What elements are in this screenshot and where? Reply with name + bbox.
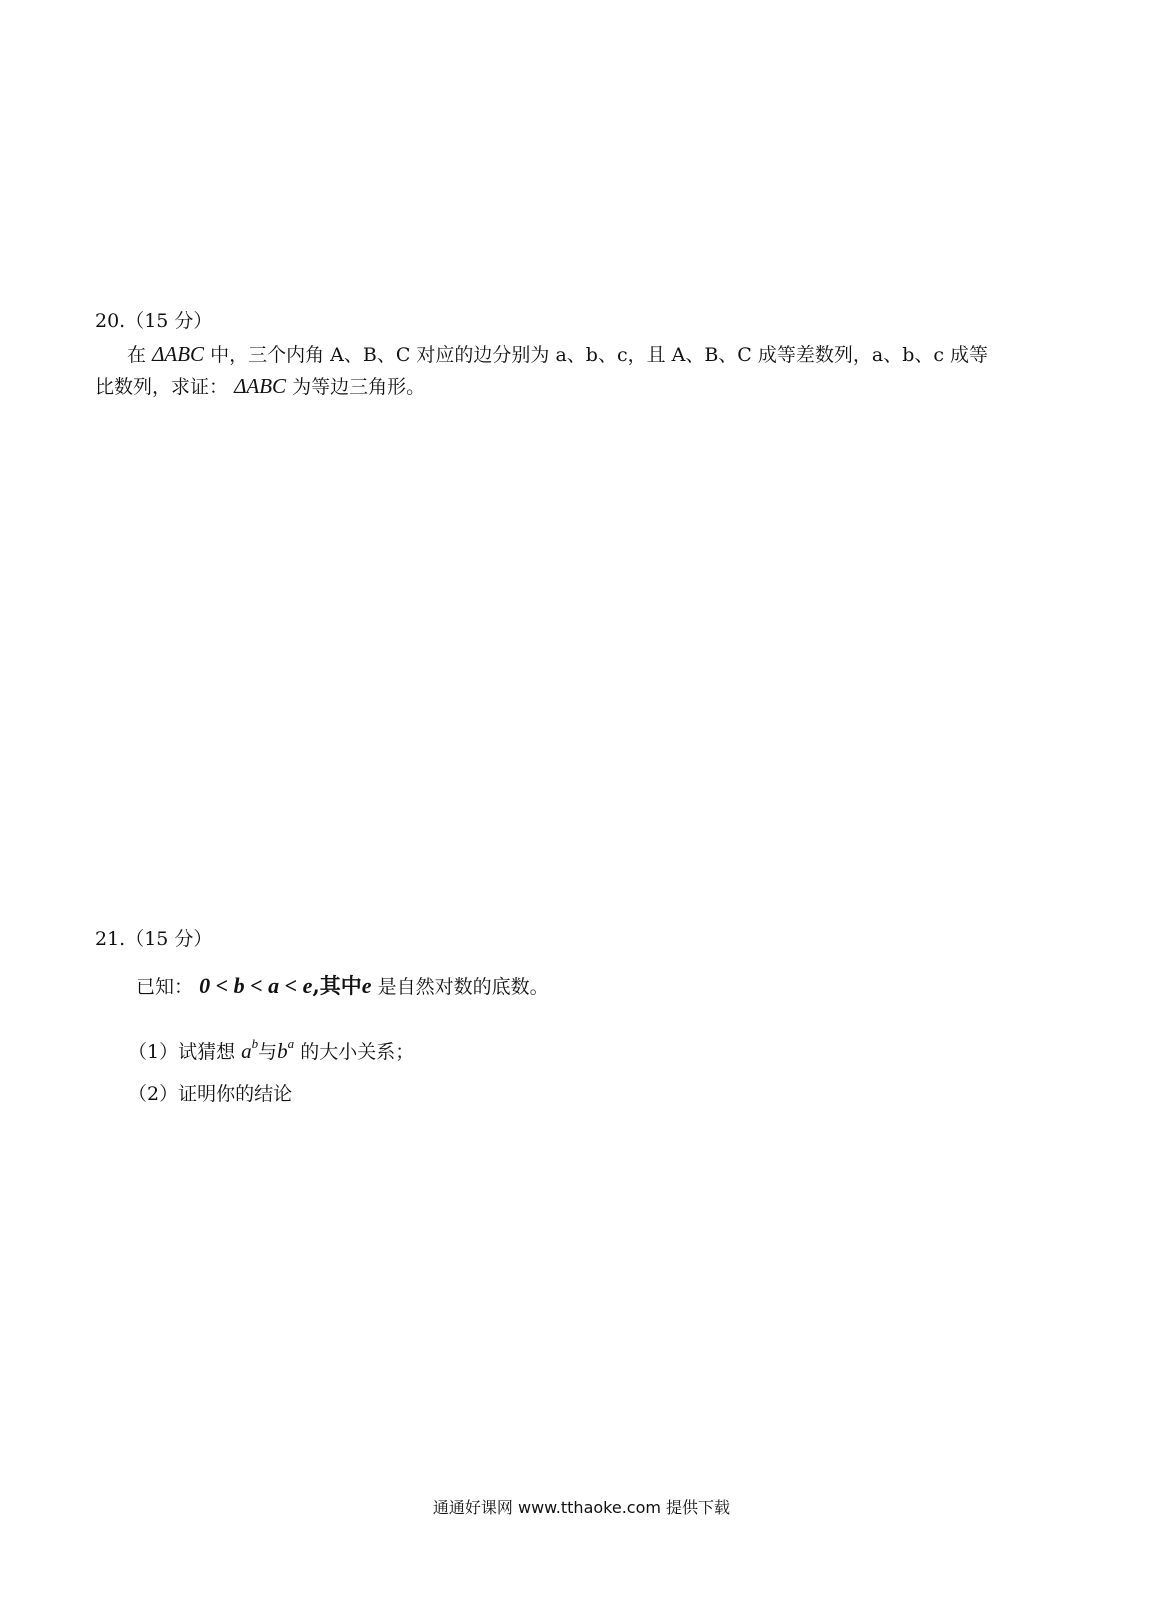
q20-text-prefix: 在 [127, 344, 147, 366]
footer-download-note: 通通好课网 www.tthaoke.com 提供下载 [432, 1498, 731, 1517]
q20-text-body: 中，三个内角 A、B、C 对应的边分别为 a、b、c，且 A、B、C 成等差数列，a、b、c 成等 [210, 344, 989, 366]
question-21-part-2: （2）证明你的结论 [128, 1083, 293, 1105]
a-power-b-base: a [241, 1039, 252, 1063]
question-21-part-1 [128, 1035, 415, 1063]
part1-prefix: （1）试猜想 [128, 1041, 236, 1063]
q20-line2-prefix: 比数列，求证： [95, 376, 229, 398]
triangle-abc-2: ΔABC [234, 374, 287, 398]
question-20-number: 20.（15 分） [95, 310, 213, 332]
part1-suffix: 的大小关系； [300, 1041, 415, 1063]
e-symbol: e [361, 973, 372, 998]
b-power-a-base: b [277, 1039, 288, 1063]
q20-line2-suffix: 为等边三角形。 [292, 376, 426, 398]
and-text: 与 [258, 1041, 278, 1063]
question-20-line-2 [95, 376, 425, 397]
a-power-b-exponent: b [251, 1035, 259, 1051]
where-text: ,其中 [312, 973, 362, 998]
b-power-a-exponent: a [287, 1035, 295, 1051]
question-20-line-1 [127, 344, 988, 365]
triangle-abc: ΔABC [152, 342, 205, 366]
inequality: 0 < b < a < e [199, 973, 313, 998]
given-label: 已知： [136, 976, 194, 998]
question-21-number: 21.（15 分） [95, 928, 213, 950]
given-tail: 是自然对数的底数。 [377, 976, 549, 998]
question-21-given [136, 975, 549, 997]
